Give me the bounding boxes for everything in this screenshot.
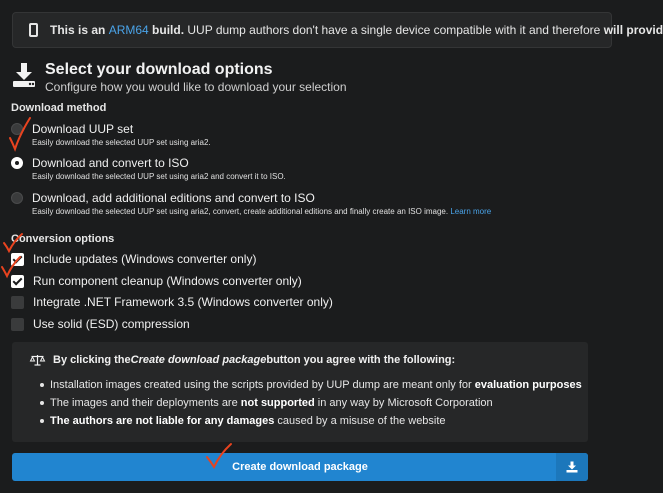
checkbox-solid-esd[interactable]	[11, 317, 190, 331]
checkbox-checked[interactable]	[11, 253, 24, 266]
banner-text	[50, 23, 663, 37]
agreement-head-button-name: Create download package	[130, 354, 267, 366]
option-description: Easily download the selected UUP set using aria2.	[32, 138, 211, 147]
learn-more-link[interactable]: Learn more	[450, 207, 492, 216]
option-description	[32, 207, 491, 216]
agreement-item-after: caused by a misuse of the website	[274, 415, 446, 427]
option-description-text: Easily download the selected UUP set using aria2, convert, create additional editions and finally create an ISO image.	[32, 207, 449, 216]
radio-option-additional-editions[interactable]	[11, 191, 491, 216]
agreement-item-bold: not supported	[240, 397, 315, 409]
agreement-head-prefix: By clicking the	[53, 354, 131, 366]
mobile-device-icon	[29, 23, 38, 37]
agreement-item	[40, 378, 582, 396]
agreement-head-suffix: button you agree with the following:	[266, 354, 456, 366]
page-subtitle: Configure how you would like to download your selection	[45, 80, 347, 94]
download-icon	[566, 461, 578, 473]
checkbox-integrate-netfx[interactable]	[11, 295, 333, 309]
checkbox-label: Integrate .NET Framework 3.5 (Windows converter only)	[33, 295, 333, 309]
banner-message: UUP dump authors don't have a single device compatible with it and therefore	[184, 23, 604, 37]
download-icon	[12, 62, 36, 88]
option-description: Easily download the selected UUP set using aria2 and convert it to ISO.	[32, 172, 286, 181]
banner-arch-link[interactable]: ARM64	[108, 23, 149, 37]
option-label: Download and convert to ISO	[32, 156, 189, 170]
checkbox-unchecked[interactable]	[11, 296, 24, 309]
checkbox-label: Include updates (Windows converter only)	[33, 252, 257, 266]
create-button-label: Create download package	[232, 461, 368, 473]
radio-button-selected[interactable]	[11, 157, 23, 169]
agreement-list	[40, 378, 582, 432]
banner-build-word: build.	[148, 23, 185, 37]
agreement-item	[40, 414, 572, 432]
banner-tail: will provid	[603, 23, 663, 37]
balance-scale-icon	[30, 354, 45, 366]
agreement-item-bold: evaluation purposes	[474, 379, 582, 391]
agreement-item-bold: The authors are not liable for any damages	[50, 415, 275, 427]
agreement-item-text: The images and their deployments are	[50, 397, 241, 409]
option-label: Download, add additional editions and convert to ISO	[32, 191, 315, 205]
agreement-item-text: Installation images created using the scripts provided by UUP dump are meant only for	[50, 379, 475, 391]
checkbox-checked[interactable]	[11, 275, 24, 288]
arm64-warning-banner	[12, 12, 663, 48]
radio-button[interactable]	[11, 192, 23, 204]
radio-option-download-uup[interactable]	[11, 122, 211, 147]
download-options-header	[12, 60, 347, 94]
option-label: Download UUP set	[32, 122, 134, 136]
page-title: Select your download options	[45, 61, 273, 78]
button-icon-area	[556, 453, 588, 481]
checkbox-unchecked[interactable]	[11, 318, 24, 331]
radio-option-download-convert-iso[interactable]	[11, 156, 286, 181]
conversion-options-label: Conversion options	[11, 233, 115, 245]
banner-prefix: This is an	[50, 23, 109, 37]
radio-button[interactable]	[11, 123, 23, 135]
agreement-panel	[12, 342, 588, 442]
create-download-package-button[interactable]	[12, 453, 588, 481]
agreement-item-after: in any way by Microsoft Corporation	[314, 397, 493, 409]
checkbox-component-cleanup[interactable]	[11, 274, 302, 288]
download-method-label: Download method	[11, 102, 107, 114]
checkbox-label: Use solid (ESD) compression	[33, 317, 190, 331]
checkbox-label: Run component cleanup (Windows converter only)	[33, 274, 302, 288]
agreement-heading	[30, 354, 572, 366]
checkbox-include-updates[interactable]	[11, 252, 256, 266]
agreement-item	[40, 396, 572, 414]
